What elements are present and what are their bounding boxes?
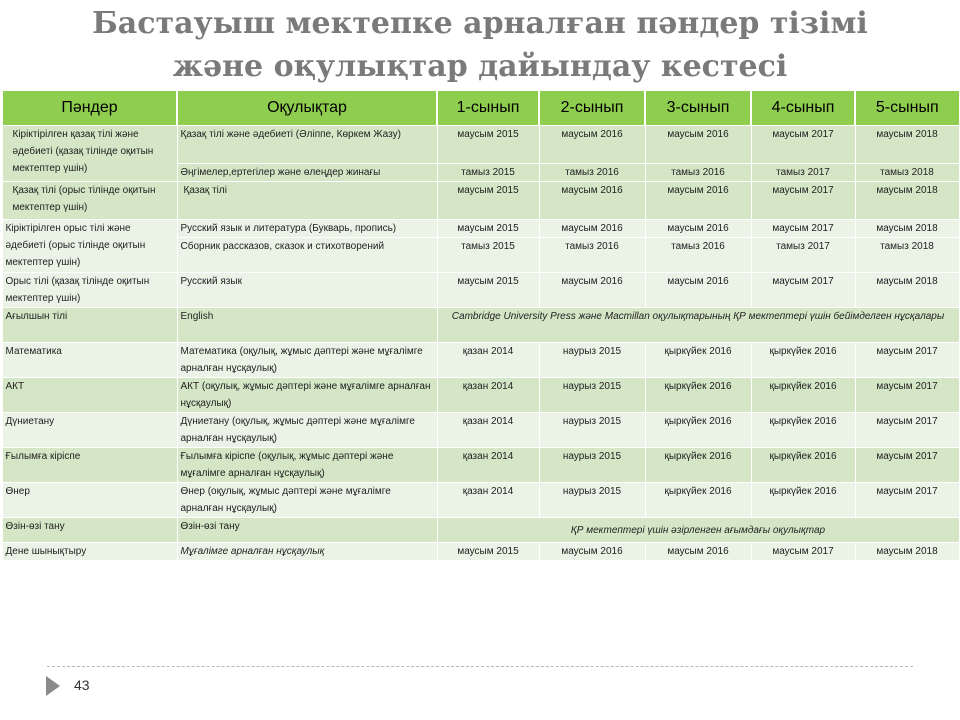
title-line-1: Бастауыш мектепке арналған пәндер тізімі: [92, 6, 868, 41]
grade-cell: маусым 2016: [645, 182, 751, 220]
grade-cell: тамыз 2018: [855, 238, 959, 273]
subject-cell: Кіріктірілген орыс тілі және әдебиеті (орыс тілінде оқитын мектептер үшін): [2, 220, 177, 273]
grade-cell: маусым 2016: [539, 273, 645, 308]
table-row: [2, 413, 959, 448]
grade-cell: тамыз 2016: [645, 238, 751, 273]
grade-cell: маусым 2016: [645, 220, 751, 238]
subject-cell: Ғылымға кіріспе: [2, 448, 177, 483]
grade-cell: тамыз 2017: [751, 164, 855, 182]
grade-cell: наурыз 2015: [539, 483, 645, 518]
grade-cell: маусым 2016: [539, 182, 645, 220]
grade-cell: маусым 2017: [751, 220, 855, 238]
textbook-cell: Ғылымға кіріспе (оқулық, жұмыс дәптері және мұғалімге арналған нұсқаулық): [177, 448, 437, 483]
grade-cell: қыркүйек 2016: [645, 413, 751, 448]
grade-cell: маусым 2017: [855, 448, 959, 483]
grade-cell: тамыз 2015: [437, 164, 539, 182]
subject-cell: Қазақ тілі (орыс тілінде оқитын мектептер үшін): [2, 182, 177, 220]
grade-cell: қыркүйек 2016: [645, 448, 751, 483]
subject-cell: Кіріктірілген қазақ тілі және әдебиеті (қазақ тілінде оқитын мектептер үшін): [2, 126, 177, 182]
table-row: [2, 378, 959, 413]
grade-cell: қыркүйек 2016: [645, 483, 751, 518]
textbook-cell: Мұғалімге арналған нұсқаулық: [177, 543, 437, 561]
header-subjects: Пәндер: [2, 91, 177, 126]
subject-cell: Математика: [2, 343, 177, 378]
subject-cell: Ағылшын тілі: [2, 308, 177, 343]
title-line-2: және оқулықтар дайындау кестесі: [172, 49, 788, 84]
grade-cell: маусым 2017: [751, 543, 855, 561]
grade-cell: маусым 2017: [855, 343, 959, 378]
table-row: [2, 448, 959, 483]
subject-cell: Дене шынықтыру: [2, 543, 177, 561]
header-grade-2: 2-сынып: [539, 91, 645, 126]
grade-cell: маусым 2017: [855, 483, 959, 518]
grade-cell: маусым 2016: [539, 543, 645, 561]
table-row: [2, 126, 959, 164]
grade-cell: қазан 2014: [437, 378, 539, 413]
footer-divider: [47, 666, 913, 667]
grade-cell: маусым 2016: [645, 126, 751, 164]
grade-cell: наурыз 2015: [539, 413, 645, 448]
grade-cell: маусым 2017: [751, 126, 855, 164]
header-textbooks: Оқулықтар: [177, 91, 437, 126]
table-row: [2, 273, 959, 308]
grade-cell: тамыз 2016: [645, 164, 751, 182]
merged-note-cell: ҚР мектептері үшін әзірленген ағымдағы оқулықтар: [437, 518, 959, 543]
textbook-cell: АКТ (оқулық, жұмыс дәптері және мұғалімге арналған нұсқаулық): [177, 378, 437, 413]
grade-cell: маусым 2016: [539, 126, 645, 164]
grade-cell: тамыз 2017: [751, 238, 855, 273]
header-grade-3: 3-сынып: [645, 91, 751, 126]
grade-cell: наурыз 2015: [539, 448, 645, 483]
header-grade-5: 5-сынып: [855, 91, 959, 126]
grade-cell: наурыз 2015: [539, 343, 645, 378]
grade-cell: қазан 2014: [437, 448, 539, 483]
textbook-cell: Қазақ тілі және әдебиеті (Әліппе, Көркем Жазу): [177, 126, 437, 164]
grade-cell: маусым 2015: [437, 182, 539, 220]
table-row: [2, 182, 959, 220]
table-row: [2, 518, 959, 543]
grade-cell: қазан 2014: [437, 413, 539, 448]
table-row: [2, 308, 959, 343]
textbook-cell: Русский язык: [177, 273, 437, 308]
triangle-arrow-icon: [46, 676, 60, 696]
table-row: [2, 343, 959, 378]
grade-cell: тамыз 2018: [855, 164, 959, 182]
grade-cell: қыркүйек 2016: [751, 413, 855, 448]
slide-title: [0, 0, 960, 88]
grade-cell: маусым 2018: [855, 543, 959, 561]
subject-cell: Орыс тілі (қазақ тілінде оқитын мектептер үшін): [2, 273, 177, 308]
grade-cell: маусым 2018: [855, 126, 959, 164]
grade-cell: қазан 2014: [437, 343, 539, 378]
merged-note-cell: Cambridge University Press және Macmillan оқулықтарының ҚР мектептері үшін бейімделген нұсқалары: [437, 308, 959, 343]
grade-cell: қазан 2014: [437, 483, 539, 518]
textbook-cell: Әңгімелер,ертегілер және өлеңдер жинағы: [177, 164, 437, 182]
textbook-cell: Өзін-өзі тану: [177, 518, 437, 543]
grade-cell: маусым 2017: [751, 273, 855, 308]
textbook-schedule-table: [1, 90, 960, 561]
grade-cell: қыркүйек 2016: [645, 378, 751, 413]
grade-cell: маусым 2016: [645, 543, 751, 561]
grade-cell: маусым 2016: [539, 220, 645, 238]
grade-cell: маусым 2018: [855, 220, 959, 238]
grade-cell: маусым 2018: [855, 273, 959, 308]
table-row: [2, 543, 959, 561]
table-row: [2, 483, 959, 518]
textbook-cell: Қазақ тілі: [177, 182, 437, 220]
grade-cell: маусым 2015: [437, 220, 539, 238]
grade-cell: маусым 2015: [437, 543, 539, 561]
grade-cell: тамыз 2016: [539, 164, 645, 182]
table-row: [2, 220, 959, 238]
subject-cell: Өнер: [2, 483, 177, 518]
subject-cell: Дүниетану: [2, 413, 177, 448]
grade-cell: маусым 2016: [645, 273, 751, 308]
subject-cell: Өзін-өзі тану: [2, 518, 177, 543]
header-grade-1: 1-сынып: [437, 91, 539, 126]
header-grade-4: 4-сынып: [751, 91, 855, 126]
textbook-cell: English: [177, 308, 437, 343]
grade-cell: тамыз 2016: [539, 238, 645, 273]
textbook-cell: Русский язык и литература (Букварь, пропись): [177, 220, 437, 238]
grade-cell: қыркүйек 2016: [645, 343, 751, 378]
subject-cell: АКТ: [2, 378, 177, 413]
grade-cell: маусым 2017: [855, 378, 959, 413]
grade-cell: қыркүйек 2016: [751, 343, 855, 378]
grade-cell: маусым 2015: [437, 126, 539, 164]
grade-cell: қыркүйек 2016: [751, 483, 855, 518]
header-row: [2, 91, 959, 126]
grade-cell: қыркүйек 2016: [751, 378, 855, 413]
grade-cell: қыркүйек 2016: [751, 448, 855, 483]
textbook-cell: Дүниетану (оқулық, жұмыс дәптері және мұғалімге арналған нұсқаулық): [177, 413, 437, 448]
textbook-cell: Математика (оқулық, жұмыс дәптері және мұғалімге арналған нұсқаулық): [177, 343, 437, 378]
textbook-cell: Сборник рассказов, сказок и стихотворений: [177, 238, 437, 273]
grade-cell: маусым 2015: [437, 273, 539, 308]
grade-cell: маусым 2017: [751, 182, 855, 220]
grade-cell: тамыз 2015: [437, 238, 539, 273]
page-number: 43: [74, 677, 90, 693]
textbook-cell: Өнер (оқулық, жұмыс дәптері және мұғалімге арналған нұсқаулық): [177, 483, 437, 518]
grade-cell: маусым 2018: [855, 182, 959, 220]
grade-cell: маусым 2017: [855, 413, 959, 448]
grade-cell: наурыз 2015: [539, 378, 645, 413]
